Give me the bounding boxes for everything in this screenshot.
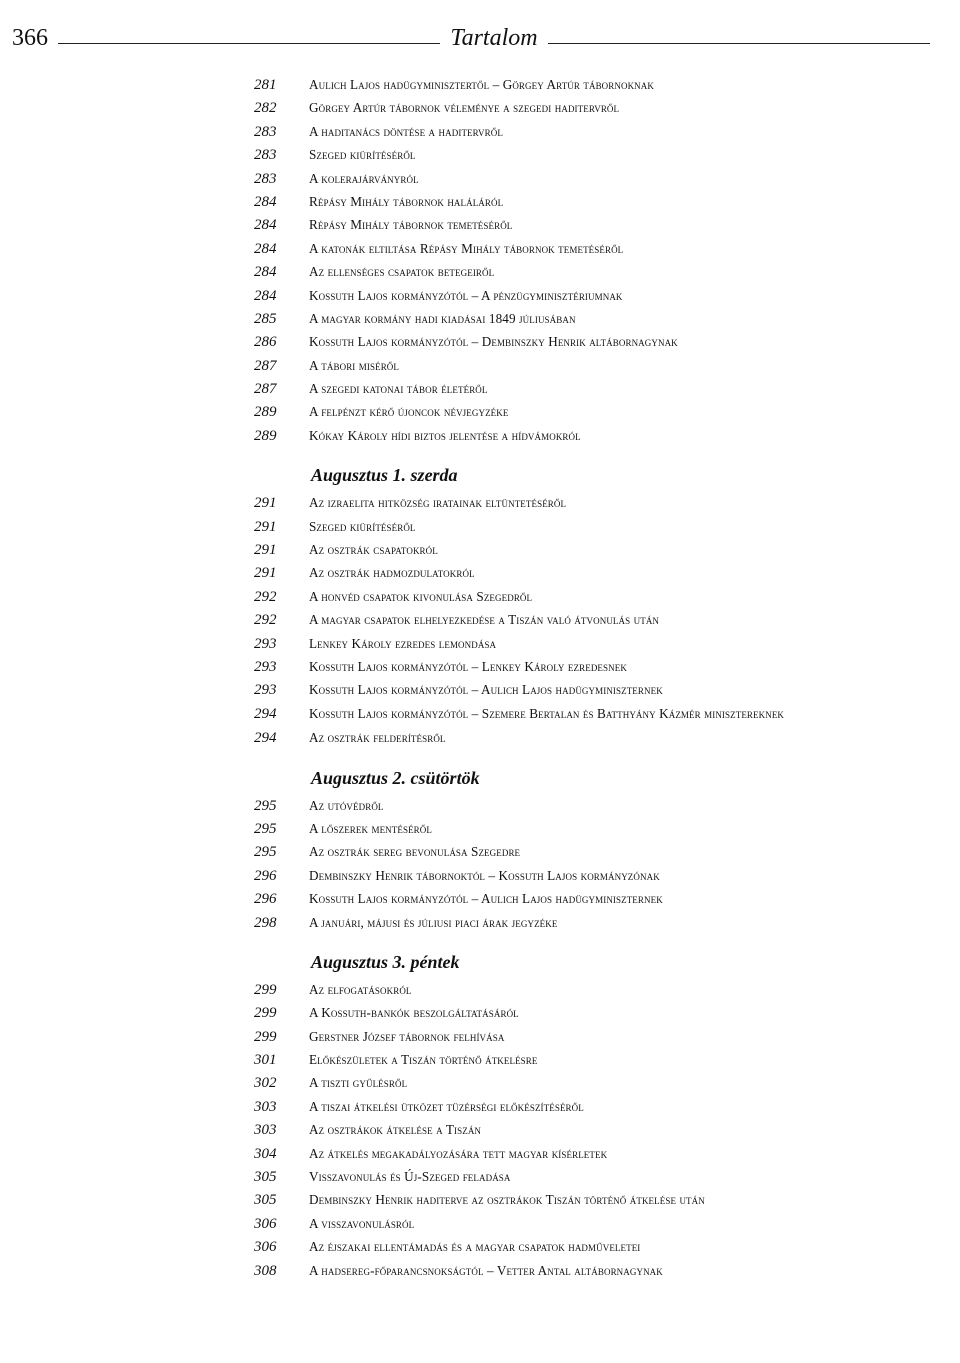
toc-entry (254, 840, 930, 863)
toc-section (254, 447, 930, 749)
entry-page-number: 296 (254, 867, 277, 884)
entry-page-number: 294 (254, 730, 277, 747)
entry-page-number: 283 (254, 170, 277, 187)
toc-entry (254, 213, 930, 236)
entry-title: Kossuth Lajos kormányzótól – A pénzügyminisztériumnak (309, 287, 623, 303)
toc-entry (254, 377, 930, 400)
entry-page-number: 282 (254, 100, 277, 117)
entry-title: Az osztrák hadmozdulatokról (309, 565, 475, 581)
toc-entry (254, 1025, 930, 1048)
toc-entry (254, 1142, 930, 1165)
entry-page-number: 304 (254, 1145, 277, 1162)
entry-page-number: 284 (254, 217, 277, 234)
entry-page-number: 293 (254, 682, 277, 699)
entry-page-number: 291 (254, 565, 277, 582)
entry-title: Előkészületek a Tiszán történő átkelésre (309, 1052, 538, 1068)
entry-title: A magyar kormány hadi kiadásai 1849 júliusában (309, 310, 576, 326)
toc-entry (254, 307, 930, 330)
toc-entry (254, 284, 930, 307)
entry-page-number: 284 (254, 193, 277, 210)
entry-title: Dembinszky Henrik tábornoktól – Kossuth Lajos kormányzónak (309, 867, 660, 883)
entry-page-number: 295 (254, 797, 277, 814)
entry-page-number: 284 (254, 264, 277, 281)
toc-entry (254, 538, 930, 561)
toc-entry (254, 120, 930, 143)
toc-entry (254, 1001, 930, 1024)
toc-entry (254, 702, 930, 726)
entry-page-number: 284 (254, 287, 277, 304)
toc-entry (254, 794, 930, 817)
entry-title: Az izraelita hitközség iratainak eltüntetéséről (309, 495, 567, 511)
entry-page-number: 295 (254, 844, 277, 861)
entry-page-number: 296 (254, 891, 277, 908)
entry-title: Dembinszky Henrik haditerve az osztrákok Tiszán történő átkelése után (309, 1192, 705, 1208)
entry-page-number: 283 (254, 147, 277, 164)
entry-title: Kossuth Lajos kormányzótól – Dembinszky Henrik altábornagynak (309, 334, 678, 350)
entry-title: A felpénzt kérő újoncok névjegyzéke (309, 404, 509, 420)
entry-title: Szeged kiürítéséről (309, 147, 416, 163)
entry-title: A katonák eltiltása Répásy Mihály tábornok temetéséről (309, 240, 624, 256)
toc-entry (254, 887, 930, 910)
entry-page-number: 287 (254, 381, 277, 398)
entry-title: A magyar csapatok elhelyezkedése a Tiszán való átvonulás után (309, 612, 660, 628)
toc-section (254, 73, 930, 447)
entry-title: Az osztrák felderítésről (309, 730, 446, 746)
entry-title: Az osztrákok átkelése a Tiszán (309, 1122, 482, 1138)
toc-entry (254, 330, 930, 353)
toc-entry (254, 354, 930, 377)
toc-entry (254, 1118, 930, 1141)
toc-entry (254, 515, 930, 538)
entry-page-number: 287 (254, 357, 277, 374)
toc-entry (254, 400, 930, 423)
entry-page-number: 283 (254, 123, 277, 140)
entry-title: Görgey Artúr tábornok véleménye a szegedi haditervről (309, 100, 620, 116)
entry-title: A tiszti gyűlésről (309, 1075, 408, 1091)
entry-page-number: 286 (254, 334, 277, 351)
entry-title: Répásy Mihály tábornok haláláról (309, 193, 504, 209)
toc-entry (254, 561, 930, 584)
toc-section (254, 934, 930, 1282)
entry-title: Kossuth Lajos kormányzótól – Szemere Bertalan és Batthyány Kázmér minisztereknek (309, 705, 785, 721)
entry-title: Lenkey Károly ezredes lemondása (309, 635, 497, 651)
day-heading: Augusztus 2. csütörtök (311, 767, 480, 788)
entry-page-number: 301 (254, 1052, 277, 1069)
entry-page-number: 289 (254, 404, 277, 421)
entry-page-number: 291 (254, 542, 277, 559)
entry-page-number: 303 (254, 1098, 277, 1115)
toc-entry (254, 1095, 930, 1118)
entry-page-number: 305 (254, 1169, 277, 1186)
toc-entry (254, 143, 930, 166)
toc-entry (254, 726, 930, 749)
entry-title: Az elfogatásokról (309, 981, 412, 997)
toc-entry (254, 678, 930, 701)
entry-page-number: 281 (254, 77, 277, 93)
table-of-contents (254, 73, 930, 1282)
entry-title: Répásy Mihály tábornok temetéséről (309, 217, 513, 233)
entry-title: A szegedi katonai tábor életéről (309, 381, 488, 397)
entry-title: Aulich Lajos hadügyminisztertől – Görgey Artúr tábornoknak (309, 77, 654, 92)
toc-entry (254, 1165, 930, 1188)
entry-title: Gerstner József tábornok felhívása (309, 1028, 505, 1044)
toc-entry (254, 1071, 930, 1094)
entry-title: A Kossuth-bankók beszolgáltatásáról (309, 1005, 519, 1021)
toc-entry (254, 237, 930, 260)
toc-entry (254, 73, 930, 96)
header-rule-left (58, 43, 440, 44)
entry-title: A lőszerek mentéséről (309, 820, 432, 836)
section-spacer (254, 934, 930, 946)
page-header (12, 18, 930, 58)
entry-page-number: 302 (254, 1075, 277, 1092)
section-spacer (254, 447, 930, 459)
toc-entry (254, 96, 930, 119)
toc-entry (254, 1048, 930, 1071)
toc-entry (254, 911, 930, 934)
toc-entry (254, 190, 930, 213)
entry-title: A visszavonulásról (309, 1215, 415, 1231)
toc-entry (254, 167, 930, 190)
toc-entry (254, 978, 930, 1001)
entry-title: Szeged kiürítéséről (309, 518, 416, 534)
entry-title: A januári, májusi és júliusi piaci árak jegyzéke (309, 914, 558, 930)
toc-entry (254, 655, 930, 678)
entry-title: Az osztrák sereg bevonulása Szegedre (309, 844, 521, 860)
header-rule-right (548, 43, 930, 44)
toc-entry (254, 491, 930, 514)
entry-title: Az éjszakai ellentámadás és a magyar csapatok hadműveletei (309, 1239, 641, 1255)
entry-page-number: 299 (254, 1028, 277, 1045)
entry-title: Az osztrák csapatokról (309, 542, 438, 558)
section-spacer (254, 750, 930, 762)
entry-title: Kossuth Lajos kormányzótól – Aulich Lajos hadügyminiszternek (309, 682, 663, 698)
entry-page-number: 308 (254, 1262, 277, 1279)
entry-page-number: 284 (254, 240, 277, 257)
entry-title: Visszavonulás és Új-Szeged feladása (309, 1169, 511, 1185)
entry-page-number: 293 (254, 658, 277, 675)
entry-title: Az utóvédről (309, 797, 384, 813)
entry-page-number: 306 (254, 1239, 277, 1256)
toc-entry (254, 1188, 930, 1211)
toc-entry (254, 864, 930, 887)
entry-page-number: 285 (254, 310, 277, 327)
day-heading: Augusztus 3. péntek (311, 951, 460, 972)
toc-entry (254, 424, 930, 447)
toc-entry (254, 1235, 930, 1258)
entry-page-number: 291 (254, 495, 277, 512)
entry-page-number: 299 (254, 981, 277, 998)
entry-page-number: 299 (254, 1005, 277, 1022)
toc-entry (254, 632, 930, 655)
toc-entry (254, 1212, 930, 1235)
day-heading: Augusztus 1. szerda (311, 465, 458, 486)
entry-page-number: 305 (254, 1192, 277, 1209)
entry-page-number: 292 (254, 612, 277, 629)
entry-page-number: 291 (254, 518, 277, 535)
toc-entry (254, 817, 930, 840)
entry-page-number: 303 (254, 1122, 277, 1139)
entry-title: A kolerajárványról (309, 170, 419, 186)
entry-title: A honvéd csapatok kivonulása Szegedről (309, 588, 533, 604)
header-title: Tartalom (450, 24, 538, 51)
entry-page-number: 295 (254, 820, 277, 837)
entry-title: A haditanács döntése a haditervről (309, 123, 503, 139)
entry-page-number: 306 (254, 1215, 277, 1232)
entry-page-number: 294 (254, 705, 277, 722)
entry-title: Az átkelés megakadályozására tett magyar kísérletek (309, 1145, 608, 1161)
page-number: 366 (12, 24, 48, 51)
entry-page-number: 298 (254, 914, 277, 931)
toc-entry (254, 585, 930, 608)
entry-title: Kossuth Lajos kormányzótól – Aulich Lajos hadügyminiszternek (309, 891, 663, 907)
entry-title: Kókay Károly hídi biztos jelentése a hídvámokról (309, 427, 581, 443)
toc-entry (254, 260, 930, 283)
entry-title: A tiszai átkelési ütközet tüzérségi előkészítéséről (309, 1098, 584, 1114)
entry-title: A hadsereg-főparancsnokságtól – Vetter Antal altábornagynak (309, 1262, 663, 1278)
toc-entry (254, 1259, 930, 1282)
entry-title: Az ellenséges csapatok betegeiről (309, 264, 495, 280)
entry-title: Kossuth Lajos kormányzótól – Lenkey Károly ezredesnek (309, 658, 627, 674)
entry-title: A tábori miséről (309, 357, 399, 373)
toc-entry (254, 608, 930, 631)
toc-section (254, 750, 930, 934)
entry-page-number: 292 (254, 588, 277, 605)
entry-page-number: 289 (254, 427, 277, 444)
entry-page-number: 293 (254, 635, 277, 652)
